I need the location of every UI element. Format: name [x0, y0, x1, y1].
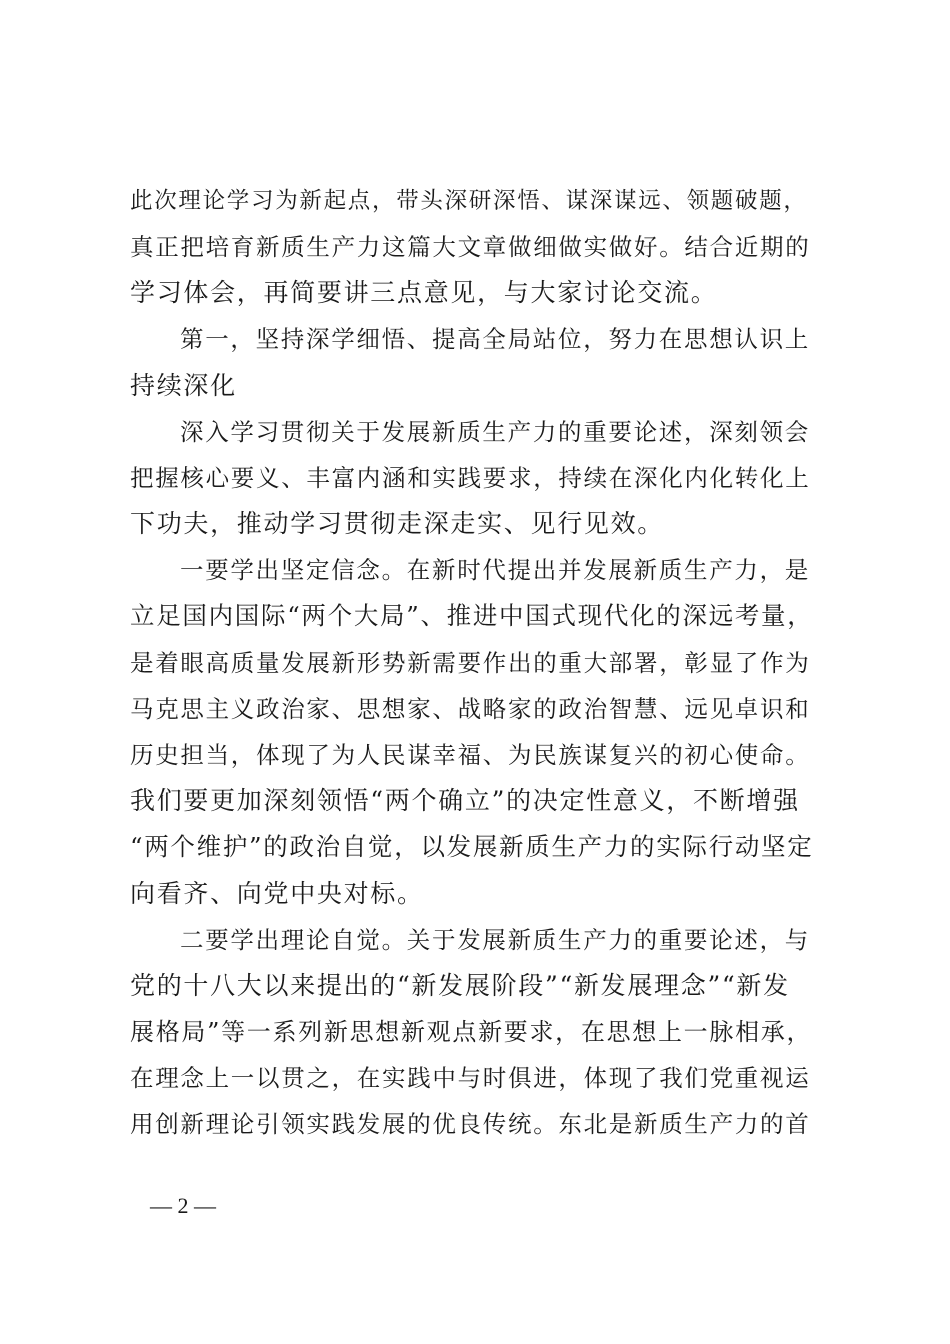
text-line: 二要学出理论自觉。关于发展新质生产力的重要论述，与 — [180, 926, 810, 954]
section-heading: 第一，坚持深学细悟、提高全局站位，努力在思想认识上 — [180, 325, 810, 353]
text-line: “两个维护”的政治自觉，以发展新质生产力的实际行动坚定 — [130, 832, 814, 861]
text-line: 学习体会，再简要讲三点意见，与大家讨论交流。 — [130, 278, 718, 307]
text-line: 此次理论学习为新起点，带头深研深悟、谋深谋远、领题破题， — [130, 188, 808, 214]
text-line: 下功夫，推动学习贯彻走深走实、见行见效。 — [130, 509, 665, 538]
text-line: 党的十八大以来提出的“新发展阶段”“新发展理念”“新发 — [130, 971, 790, 1000]
text-line: 把握核心要义、丰富内涵和实践要求，持续在深化内化转化上 — [130, 464, 811, 492]
text-line: 深入学习贯彻关于发展新质生产力的重要论述，深刻领会 — [180, 418, 810, 446]
text-line: 在理念上一以贯之，在实践中与时俱进，体现了我们党重视运 — [130, 1064, 811, 1092]
page-number: — 2 — — [150, 1193, 216, 1218]
text-line: 是着眼高质量发展新形势新需要作出的重大部署，彰显了作为 — [130, 649, 811, 677]
text-line: 历史担当，体现了为人民谋幸福、为民族谋复兴的初心使命。 — [130, 741, 811, 769]
text-line: 向看齐、向党中央对标。 — [130, 879, 424, 908]
section-heading: 持续深化 — [130, 371, 237, 400]
text-line: 一要学出坚定信念。在新时代提出并发展新质生产力，是 — [180, 556, 810, 584]
text-line: 用创新理论引领实践发展的优良传统。东北是新质生产力的首 — [130, 1110, 811, 1138]
text-line: 立足国内国际“两个大局”、推进中国式现代化的深远考量， — [130, 601, 814, 630]
text-line: 真正把培育新质生产力这篇大文章做细做实做好。结合近期的 — [130, 233, 811, 261]
text-line: 马克思主义政治家、思想家、战略家的政治智慧、远见卓识和 — [130, 695, 811, 723]
text-line: 展格局”等一系列新思想新观点新要求，在思想上一脉相承， — [130, 1018, 813, 1046]
text-line: 我们要更加深刻领悟“两个确立”的决定性意义，不断增强 — [130, 786, 800, 815]
